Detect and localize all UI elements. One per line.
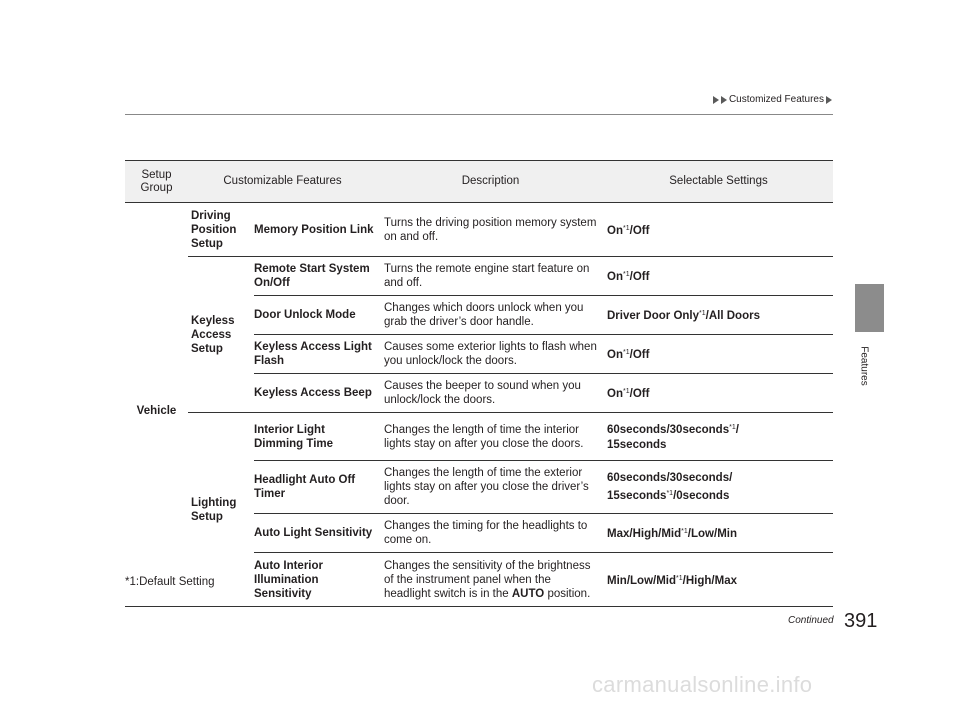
table-header-row: [125, 161, 833, 203]
feature-name: Auto Interior Illumination Sensitivity: [254, 553, 377, 607]
header-rule: [125, 114, 833, 115]
footnote: *1:Default Setting: [125, 576, 215, 588]
section-label: Features: [858, 346, 870, 386]
feature-description: Turns the driving position memory system on and off.: [377, 203, 604, 257]
page-number: 391: [844, 610, 878, 632]
feature-name: Auto Light Sensitivity: [254, 514, 377, 553]
feature-name: Remote Start System On/Off: [254, 257, 377, 296]
vehicle-group: Vehicle: [125, 203, 188, 607]
selectable-settings: Driver Door Only$^{*1}$/All Doors: [604, 296, 833, 335]
feature-description: Changes the sensitivity of the brightness of the instrument panel when the headlight switch is in the AUTO position.: [377, 553, 604, 607]
col-header-setup-group: Setup Group: [125, 161, 188, 203]
customizable-features-table: [125, 160, 833, 607]
feature-description: Changes the timing for the headlights to come on.: [377, 514, 604, 553]
breadcrumb-arrow-icon: [713, 96, 719, 104]
watermark: carmanualsonline.info: [592, 672, 813, 697]
group-driving-position: Driving Position Setup: [188, 203, 254, 257]
col-header-customizable-features: Customizable Features: [188, 161, 377, 203]
feature-description: Turns the remote engine start feature on and off.: [377, 257, 604, 296]
selectable-settings: 60seconds/30seconds/ 15seconds$^{*1}$/0seconds: [604, 461, 833, 514]
continued-label: Continued: [788, 615, 834, 626]
feature-name: Headlight Auto Off Timer: [254, 461, 377, 514]
table-row: [125, 257, 833, 296]
table-row: [125, 413, 833, 461]
feature-name: Memory Position Link: [254, 203, 377, 257]
breadcrumb: [713, 94, 832, 105]
selectable-settings: 60seconds/30seconds$^{*1}$/ 15seconds: [604, 413, 833, 461]
feature-description: Changes which doors unlock when you grab the driver’s door handle.: [377, 296, 604, 335]
group-keyless-access: Keyless Access Setup: [188, 257, 254, 413]
col-header-description: Description: [377, 161, 604, 203]
feature-description: Changes the length of time the exterior lights stay on after you close the driver’s door.: [377, 461, 604, 514]
breadcrumb-arrow-icon: [721, 96, 727, 104]
feature-description: Causes some exterior lights to flash when you unlock/lock the doors.: [377, 335, 604, 374]
selectable-settings: On$^{*1}$/Off: [604, 257, 833, 296]
group-lighting: Lighting Setup: [188, 413, 254, 607]
selectable-settings: On$^{*1}$/Off: [604, 374, 833, 413]
selectable-settings: On$^{*1}$/Off: [604, 203, 833, 257]
feature-name: Keyless Access Beep: [254, 374, 377, 413]
feature-name: Interior Light Dimming Time: [254, 413, 377, 461]
breadcrumb-arrow-icon: [826, 96, 832, 104]
selectable-settings: Min/Low/Mid$^{*1}$/High/Max: [604, 553, 833, 607]
breadcrumb-label: Customized Features: [728, 94, 824, 105]
selectable-settings: Max/High/Mid$^{*1}$/Low/Min: [604, 514, 833, 553]
selectable-settings: On$^{*1}$/Off: [604, 335, 833, 374]
table-row: [125, 203, 833, 257]
feature-name: Keyless Access Light Flash: [254, 335, 377, 374]
feature-description: Changes the length of time the interior lights stay on after you close the doors.: [377, 413, 604, 461]
feature-description: Causes the beeper to sound when you unlock/lock the doors.: [377, 374, 604, 413]
feature-name: Door Unlock Mode: [254, 296, 377, 335]
col-header-selectable-settings: Selectable Settings: [604, 161, 833, 203]
section-tab: [855, 284, 884, 332]
